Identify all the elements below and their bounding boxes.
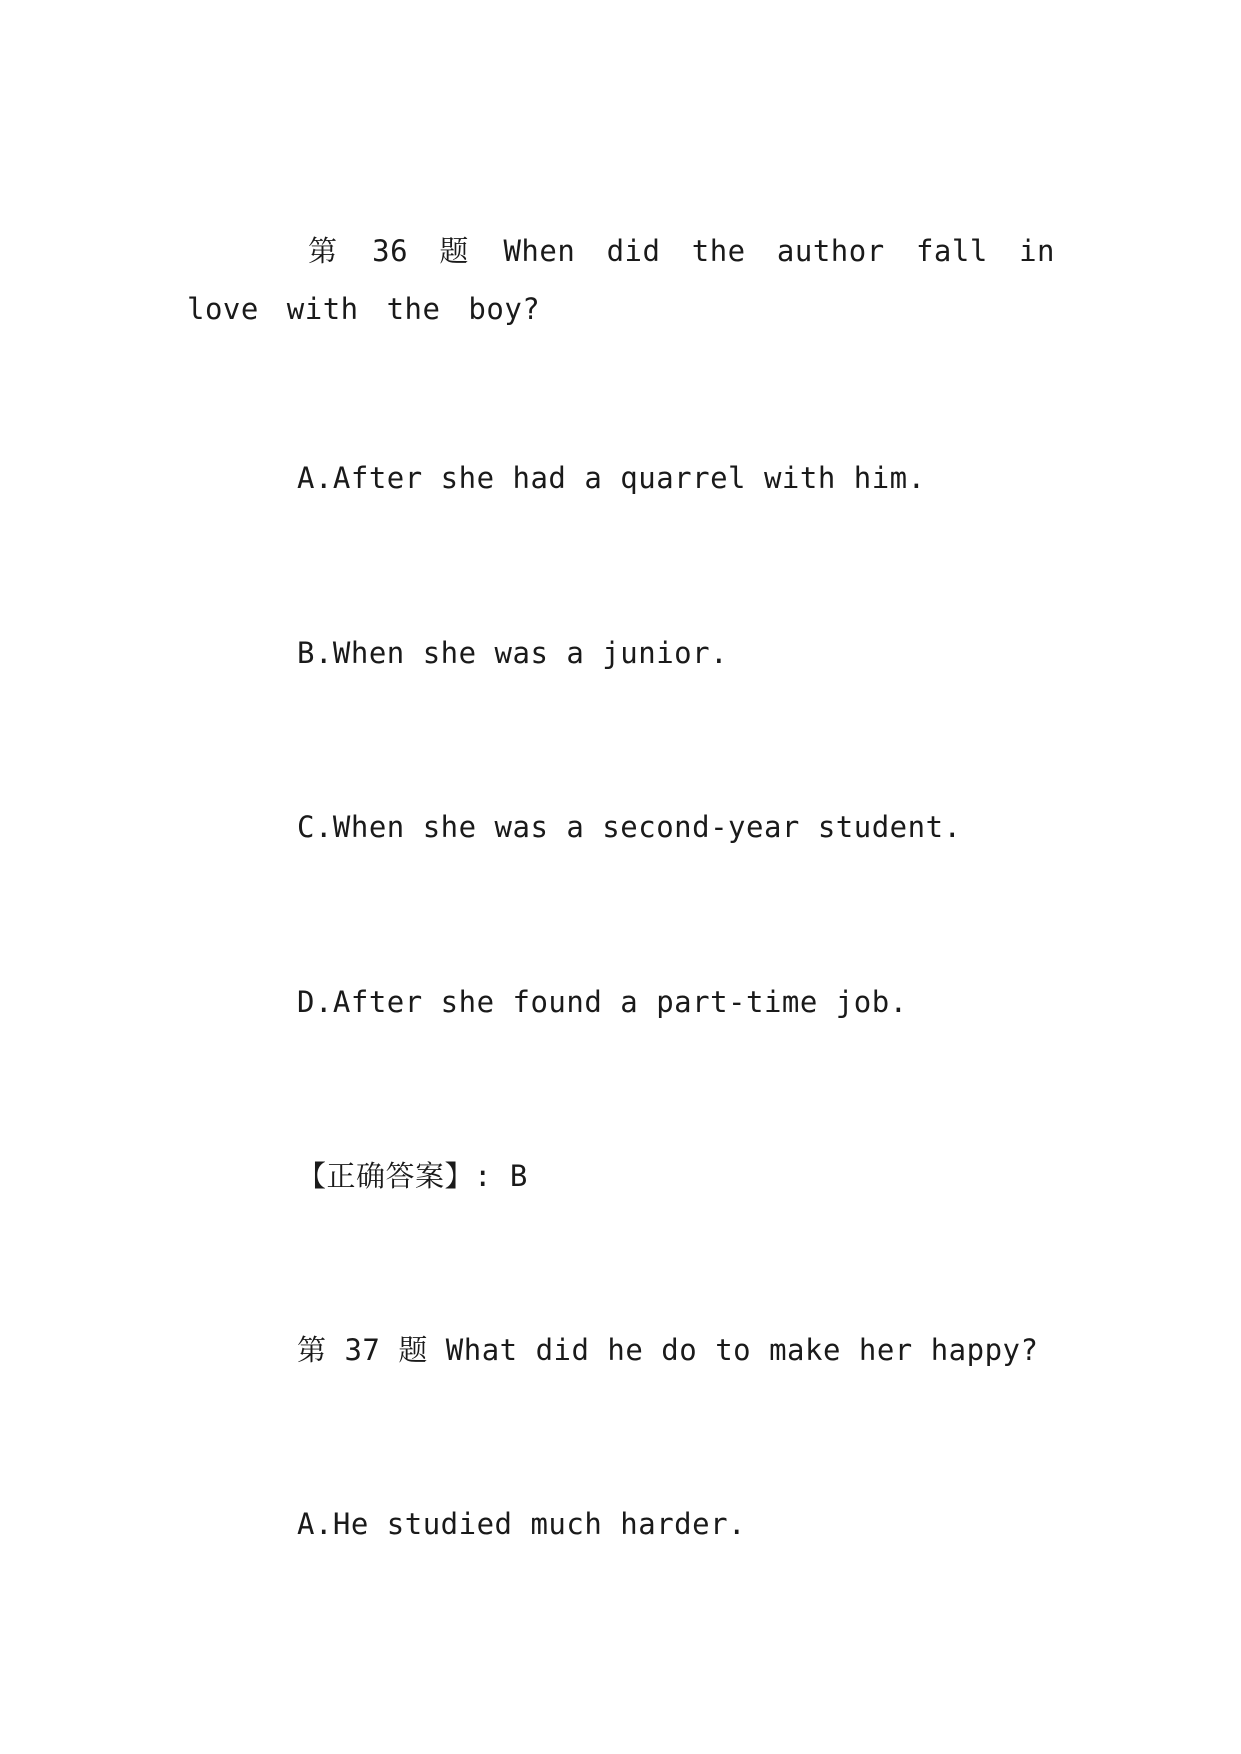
question-36-option-c: C.When she was a second-year student. — [297, 810, 962, 844]
question-36-option-d: D.After she found a part-time job. — [297, 985, 908, 1019]
question-36-answer: 【正确答案】: B — [297, 1159, 528, 1193]
question-36-header: 第 36 题 When did the author fall in love with the boy? — [187, 234, 1055, 326]
question-37-header: 第 37 题 What did he do to make her happy? — [297, 1333, 1039, 1367]
question-36-option-a: A.After she had a quarrel with him. — [297, 461, 926, 495]
question-36-option-b: B.When she was a junior. — [297, 636, 729, 670]
question-37-option-a: A.He studied much harder. — [297, 1507, 746, 1541]
